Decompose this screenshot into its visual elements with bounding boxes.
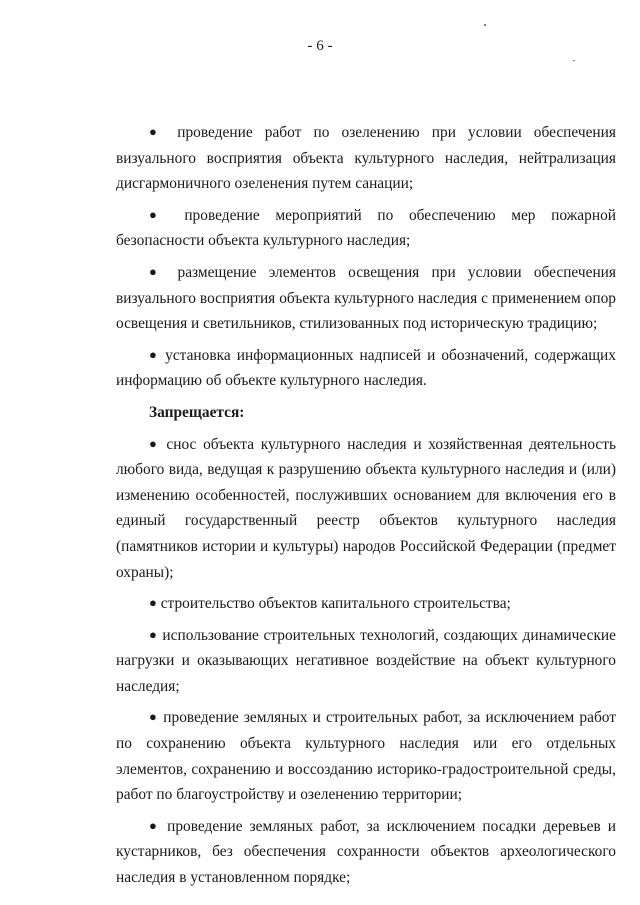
list-item <box>116 203 616 254</box>
bullet-icon: ● <box>149 206 169 222</box>
list-item <box>116 343 616 394</box>
list-item-text: проведение земляных и строительных работ, за исключением работ по сохранению объекта культурного наследия или его отдельных элементов, сохранению и воссозданию историко-градостроительной среды, работ по благоустройству и озеленению территории; <box>116 709 616 804</box>
bullet-icon: ● <box>149 346 160 362</box>
bullet-icon: ● <box>149 626 158 642</box>
list-item-text: использование строительных технологий, создающих динамические нагрузки и оказывающих негативное воздействие на объект культурного наследия; <box>116 626 616 695</box>
bullet-icon: ● <box>149 124 166 139</box>
list-item <box>116 432 616 586</box>
scan-speck <box>573 60 575 61</box>
bullet-icon: ● <box>149 595 157 611</box>
list-item <box>116 260 616 337</box>
list-item <box>116 705 616 807</box>
prohibited-heading: Запрещается: <box>149 403 245 421</box>
list-item-text: установка информационных надписей и обозначений, содержащих информацию об объекте культурного наследия. <box>116 346 616 390</box>
scan-speck <box>484 24 486 26</box>
bullet-icon: ● <box>149 817 161 833</box>
list-item-text: строительство объектов капитального строительства; <box>160 595 511 613</box>
list-item <box>116 591 616 617</box>
bullet-icon: ● <box>149 435 160 451</box>
bullet-icon: ● <box>149 263 166 279</box>
list-item-text: проведение земляных работ, за исключением посадки деревьев и кустарников, без обеспечения сохранности объектов археологического наследия в установленном порядке; <box>116 817 616 887</box>
list-item <box>116 623 616 700</box>
list-item-text: проведение работ по озеленению при условии обеспечения визуального восприятия объекта культурного наследия, нейтрализация дисгармоничного озеленения путем санации; <box>116 124 616 193</box>
page-number: - 6 - <box>307 38 333 54</box>
document-body <box>116 120 616 897</box>
list-item-text: размещение элементов освещения при условии обеспечения визуального восприятия объекта культурного наследия с применением опор освещения и светильников, стилизованных под историческую традицию; <box>116 263 617 333</box>
list-item <box>116 120 616 197</box>
list-item-text: снос объекта культурного наследия и хозяйственная деятельность любого вида, ведущая к разрушению объекта культурного наследия и (или) изменению особенностей, послуживших основанием для включения его в единый государственный реестр объектов культурного наследия (памятников истории и культуры) народов Российской Федерации (предмет охраны); <box>116 435 616 581</box>
bullet-icon: ● <box>149 709 159 725</box>
list-item-text: проведение мероприятий по обеспечению мер пожарной безопасности объекта культурного наследия; <box>116 206 616 250</box>
list-item <box>116 814 616 891</box>
